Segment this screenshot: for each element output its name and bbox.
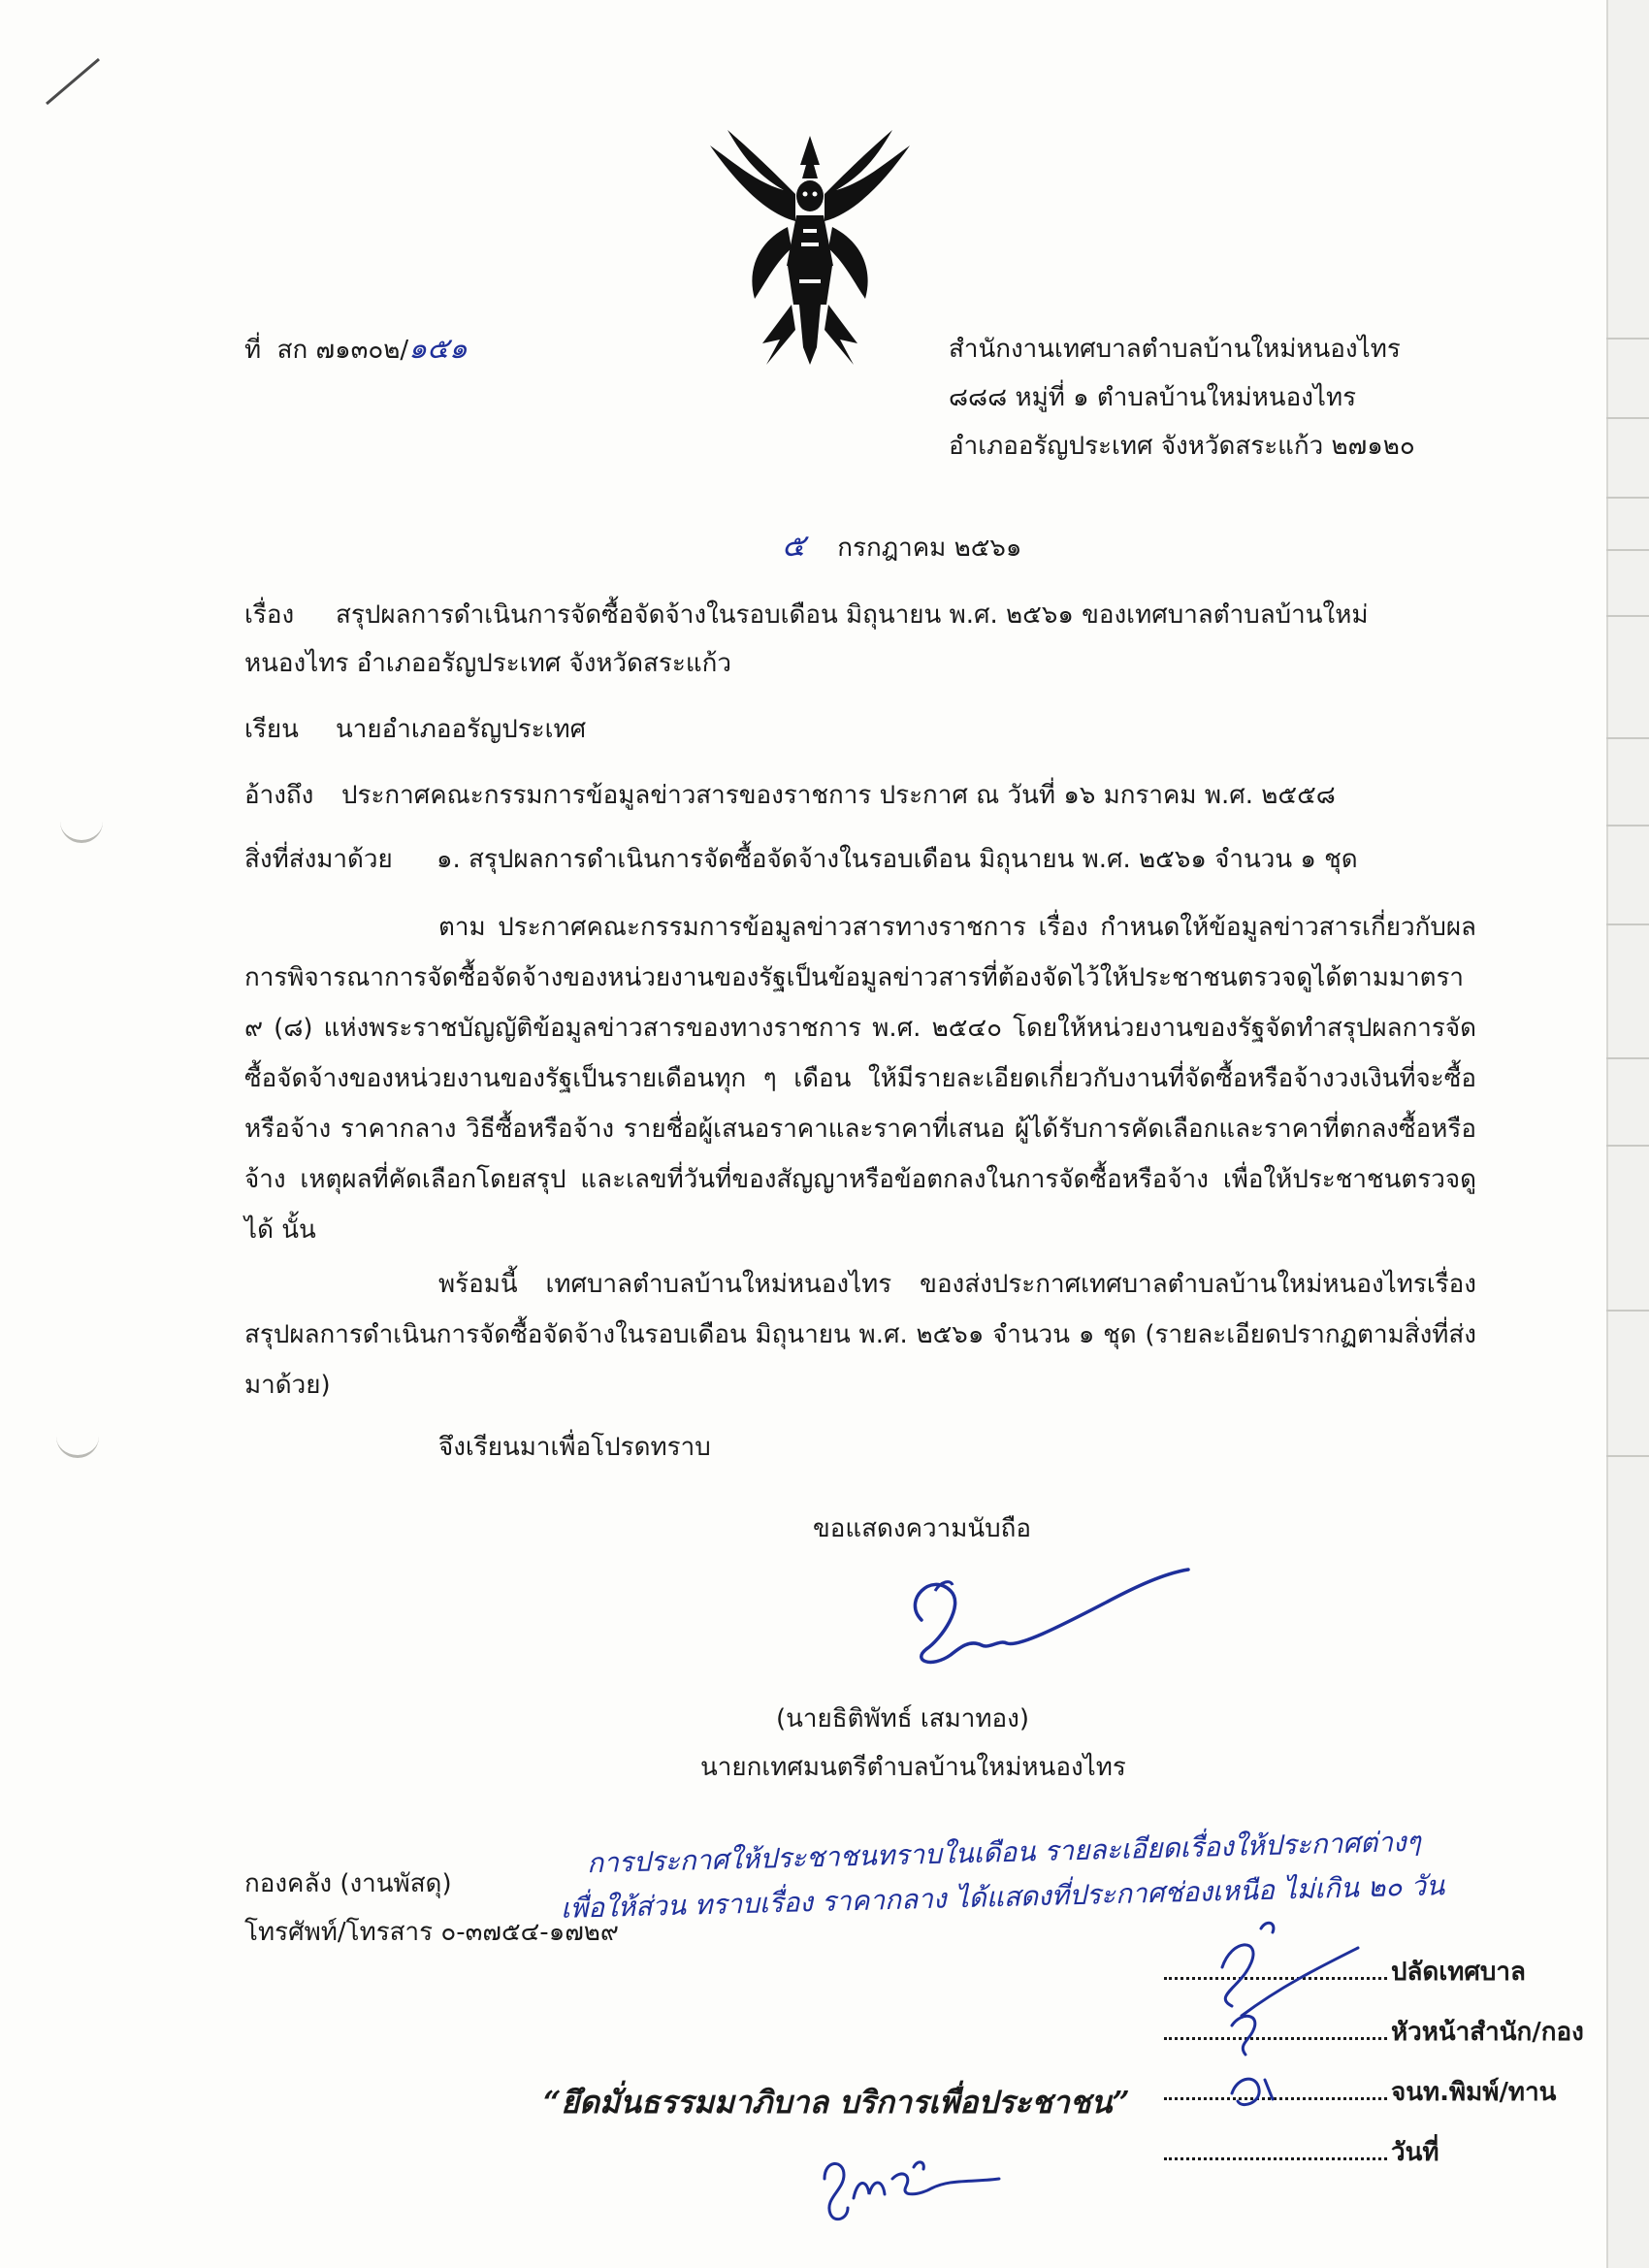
edge-line: [1606, 338, 1649, 340]
edge-line: [1606, 1455, 1649, 1457]
handwritten-note-line1: การประกาศให้ประชาชนทราบในเดือน รายละเอียดเรื่องให้ประกาศต่างๆ: [586, 1825, 1422, 1880]
punch-hole: [56, 1428, 99, 1458]
routing-label: ปลัดเทศบาล: [1391, 1958, 1526, 1987]
ref-number: [244, 332, 468, 368]
routing-label: วันที่: [1391, 2138, 1439, 2167]
regards: ขอแสดงความนับถือ: [813, 1514, 1031, 1543]
motto: “ยึดมั่นธรรมมาภิบาล บริการเพื่อประชาชน”: [543, 2084, 1130, 2121]
body-paragraph-1: [244, 902, 1476, 1255]
paragraph-1-text: ตาม ประกาศคณะกรรมการข้อมูลข่าวสารทางราชการ เรื่อง กำหนดให้ข้อมูลข่าวสารเกี่ยวกับผลการพิจารณาการจัดซื้อจัดจ้างของหน่วยงานของรัฐเป็นข้อมูลข่าวสารที่ต้องจัดไว้ให้ประชาชนตรวจดูได้ตามมาตรา ๙ (๘) แห่งพระราชบัญญัติข้อมูลข่าวสารของทางราชการ พ.ศ. ๒๕๔๐ โดยให้หน่วยงานของรัฐจัดทำสรุปผลการจัดซื้อจัดจ้างของหน่วยงานของรัฐเป็นรายเดือนทุก ๆ เดือน ให้มีรายละเอียดเกี่ยวกับงานที่จัดซื้อหรือจ้างวงเงินที่จะซื้อหรือจ้าง ราคากลาง วิธีซื้อหรือจ้าง รายชื่อผู้เสนอราคาและราคาที่เสนอ ผู้ได้รับการคัดเลือกและราคาที่ตกลงซื้อหรือจ้าง เหตุผลที่คัดเลือกโดยสรุป และเลขที่วันที่ของสัญญาหรือข้อตกลงในการจัดซื้อหรือจ้าง เพื่อให้ประชาชนตรวจดูได้ นั้น: [244, 913, 1476, 1245]
pen-mark: [39, 53, 107, 112]
bottom-signature: [805, 2140, 1018, 2237]
signer-name: (นายธิติพัทธ์ เสมาทอง): [776, 1704, 1030, 1733]
letter-date: [782, 528, 1021, 566]
subject-line2: หนองไทร อำเภออรัญประเทศ จังหวัดสระแก้ว: [244, 649, 731, 678]
edge-line: [1606, 615, 1649, 617]
enclosure-text: ๑. สรุปผลการดำเนินการจัดซื้อจัดจ้างในรอบเดือน มิถุนายน พ.ศ. ๒๕๖๑ จำนวน ๑ ชุด: [436, 845, 1358, 874]
punch-hole: [60, 813, 103, 843]
edge-line: [1606, 497, 1649, 499]
subject-line1: สรุปผลการดำเนินการจัดซื้อจัดจ้างในรอบเดือน มิถุนายน พ.ศ. ๒๕๖๑ ของเทศบาลตำบลบ้านใหม่: [336, 600, 1369, 630]
sender-line2: ๘๘๘ หมู่ที่ ๑ ตำบลบ้านใหม่หนองไทร: [949, 383, 1357, 412]
next-page-edge: [1606, 0, 1649, 2268]
signer-title: นายกเทศมนตรีตำบลบ้านใหม่หนองไทร: [700, 1753, 1126, 1782]
closing-line: จึงเรียนมาเพื่อโปรดทราบ: [438, 1433, 711, 1462]
edge-line: [1606, 923, 1649, 925]
ref-number-handwritten: ๑๕๑: [408, 332, 468, 366]
reference-label: อ้างถึง: [244, 781, 314, 810]
sender-line3: อำเภออรัญประเทศ จังหวัดสระแก้ว ๒๗๑๒๐: [949, 432, 1415, 461]
date-month-year: กรกฎาคม ๒๕๖๑: [837, 534, 1022, 563]
to-label: เรียน: [244, 715, 299, 744]
sender-line1: สำนักงานเทศบาลตำบลบ้านใหม่หนองไทร: [949, 335, 1401, 364]
phone-fax: โทรศัพท์/โทรสาร ๐-๓๗๕๔-๑๗๒๙: [244, 1918, 619, 1947]
routing-label: จนท.พิมพ์/ทาน: [1391, 2078, 1557, 2107]
body-paragraph-2: [244, 1259, 1476, 1410]
edge-line: [1606, 1310, 1649, 1312]
date-day-handwritten: ๕: [782, 527, 806, 564]
edge-line: [1606, 1145, 1649, 1147]
paragraph-2-text: พร้อมนี้ เทศบาลตำบลบ้านใหม่หนองไทร ของส่งประกาศเทศบาลตำบลบ้านใหม่หนองไทรเรื่อง สรุปผลการดำเนินการจัดซื้อจัดจ้างในรอบเดือน มิถุนายน พ.ศ. ๒๕๖๑ จำนวน ๑ ชุด (รายละเอียดปรากฏตามสิ่งที่ส่งมาด้วย): [244, 1270, 1476, 1400]
subject-label: เรื่อง: [244, 600, 295, 630]
edge-line: [1606, 549, 1649, 551]
edge-line: [1606, 825, 1649, 826]
routing-label: หัวหน้าสำนัก/กอง: [1391, 2018, 1584, 2047]
ref-prefix: สก ๗๑๓๐๒/: [276, 336, 409, 365]
to-recipient: นายอำเภออรัญประเทศ: [336, 715, 587, 744]
garuda-emblem: [698, 126, 922, 369]
edge-line: [1606, 417, 1649, 419]
reference-text: ประกาศคณะกรรมการข้อมูลข่าวสารของราชการ ประกาศ ณ วันที่ ๑๖ มกราคม พ.ศ. ๒๕๕๘: [341, 781, 1336, 810]
department: กองคลัง (งานพัสดุ): [244, 1869, 452, 1898]
routing-initials: [1203, 1909, 1416, 2132]
routing-dots: [1164, 2138, 1387, 2160]
signature: [892, 1552, 1203, 1678]
edge-line: [1606, 1057, 1649, 1059]
enclosure-label: สิ่งที่ส่งมาด้วย: [244, 845, 393, 874]
edge-line: [1606, 737, 1649, 739]
ref-label: ที่: [244, 336, 262, 365]
routing-row: [1164, 2132, 1439, 2172]
handwritten-note-line2: เพื่อให้ส่วน ทราบเรื่อง ราคากลาง ได้แสดงที่ประกาศช่องเหนือ ไม่เกิน ๒๐ วัน: [560, 1869, 1445, 1925]
